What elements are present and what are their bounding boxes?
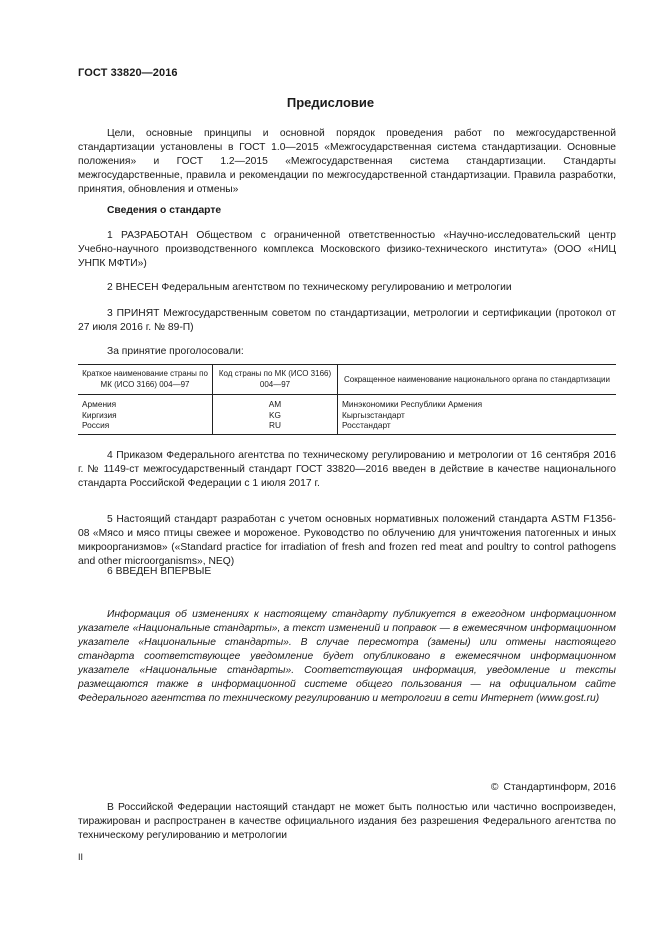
table-header-row (78, 365, 616, 395)
page-title: Предисловие (286, 95, 375, 110)
copyright-line (491, 782, 616, 793)
copyright-text: Стандартинформ, 2016 (503, 782, 616, 793)
item-3-adopted: 3 ПРИНЯТ Межгосударственным советом по стандартизации, метрологии и сертификации (протокол от 27 июля 2016 г. № 89-П) (78, 308, 616, 333)
voted-label: За принятие проголосовали: (107, 346, 244, 357)
copyright-symbol: © (490, 782, 499, 793)
section-subheading: Сведения о стандарте (107, 205, 222, 216)
table-cell-code: KG (213, 410, 338, 421)
table-row (78, 420, 616, 434)
table-cell-body: Минэкономики Республики Армения (342, 399, 483, 409)
table-header-code: Код страны по МК (ИСО 3166) 004—97 (213, 365, 338, 395)
item-2-introduced: 2 ВНЕСЕН Федеральным агентством по техническому регулированию и метрологии (107, 282, 512, 293)
table-row (78, 395, 616, 410)
table-cell-code: RU (213, 420, 338, 434)
table-cell-body: Кыргызстандарт (342, 409, 405, 420)
item-6-first-introduced: 6 ВВЕДЕН ВПЕРВЫЕ (107, 566, 212, 577)
changes-notice: Информация об изменениях к настоящему стандарту публикуется в ежегодном информационном указателе «Национальные стандарты», а текст изменений и поправок — в ежемесячном информационном указателе «Национальные стандарты». В случае пересмотра (замены) или отмены настоящего стандарта соответствующее уведомление будет опубликовано в ежемесячном информационном указателе «Национальные стандарты». Соответствующая информация, уведомление и тексты размещаются также в информационной системе общего пользования — на официальном сайте Федерального агентства по техническому регулированию и метрологии в сети Интернет (www.gost.ru) (78, 609, 616, 704)
page-number: II (78, 852, 84, 862)
item-1-developed: 1 РАЗРАБОТАН Обществом с ограниченной ответственностью «Научно-исследовательский центр Учебно-научного производственного комплекса Московского физико-технического института» (ООО «НИЦ УНПК МФТИ») (78, 230, 616, 269)
table-header-body: Сокращенное наименование национального органа по стандартизации (338, 365, 617, 395)
table-cell-country: Армения (78, 395, 213, 410)
voting-table (78, 364, 616, 435)
item-4-order: 4 Приказом Федерального агентства по техническому регулированию и метрологии от 16 сентября 2016 г. № 1149-ст межгосударственный стандарт ГОСТ 33820—2016 введен в действие в качестве национального стандарта Российской Федерации с 1 июля 2017 г. (78, 450, 616, 489)
table-header-country: Краткое наименование страны по МК (ИСО 3166) 004—97 (78, 365, 213, 395)
table-cell-country: Киргизия (78, 410, 213, 421)
table-cell-body: Росстандарт (338, 420, 617, 434)
table-cell-code: AM (213, 395, 338, 410)
table-cell-country: Россия (78, 420, 213, 434)
legal-notice: В Российской Федерации настоящий стандарт не может быть полностью или частично воспроизведен, тиражирован и распространен в качестве официального издания без разрешения Федерального агентства по техническому регулированию и метрологии (78, 802, 616, 841)
document-header: ГОСТ 33820—2016 (78, 67, 178, 79)
item-5-basis: 5 Настоящий стандарт разработан с учетом основных нормативных положений стандарта ASTM F1356-08 «Мясо и мясо птицы свежее и мороженое. Руководство по облучению для уничтожения патогенных и иных микроорганизмов» («Standard practice for irradiation of fresh and frozen red meat and poultry to control pathogens and other microorganisms», NEQ) (78, 514, 616, 567)
table-row (78, 410, 616, 421)
intro-paragraph: Цели, основные принципы и основной порядок проведения работ по межгосударственной стандартизации установлены в ГОСТ 1.0—2015 «Межгосударственная система стандартизации. Основные положения» и ГОСТ 1.2—2015 «Межгосударственная система стандартизации. Стандарты межгосударственные, правила и рекомендации по межгосударственной стандартизации. Правила разработки, принятия, обновления и отмены» (78, 128, 616, 195)
